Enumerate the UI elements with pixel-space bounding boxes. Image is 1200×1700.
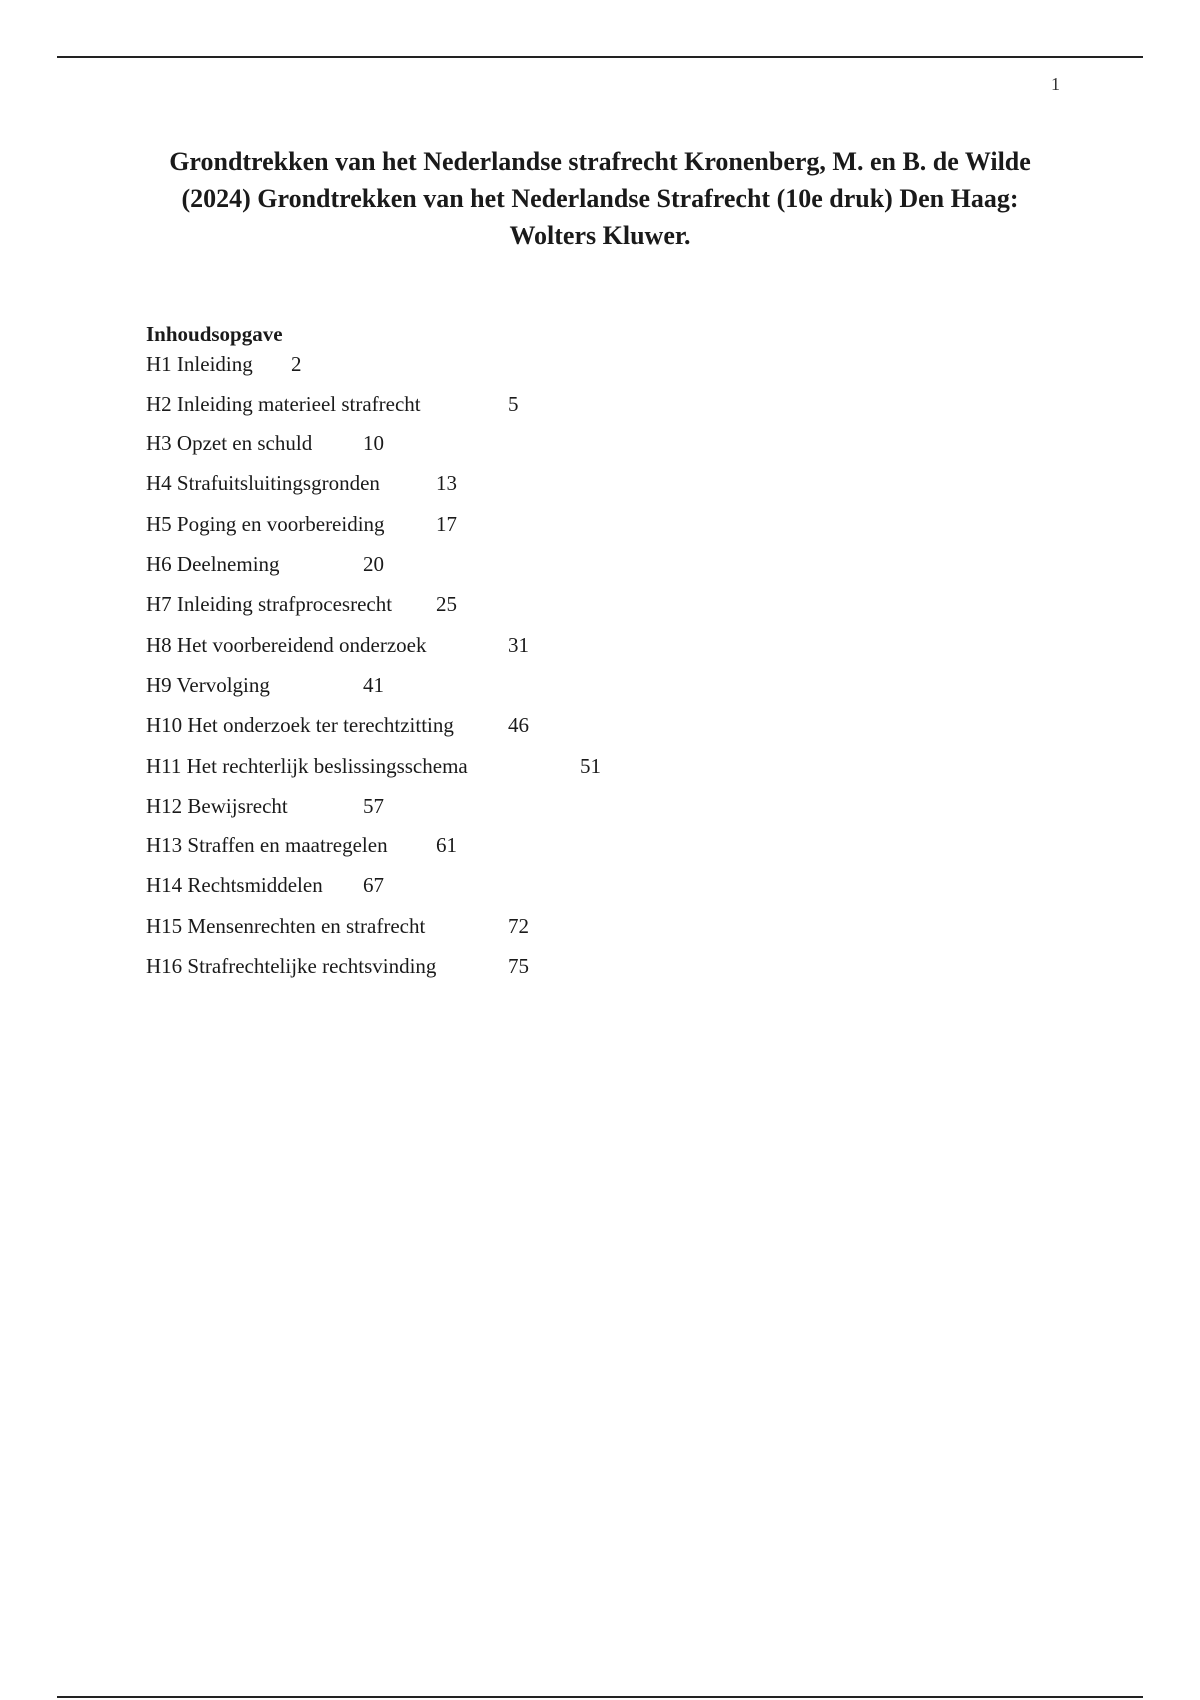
toc-item-title: H4 Strafuitsluitingsgronden	[146, 471, 380, 495]
toc-item-title: H13 Straffen en maatregelen	[146, 833, 388, 857]
toc-item-title: H2 Inleiding materieel strafrecht	[146, 392, 421, 416]
toc-item-page: 51	[580, 754, 601, 778]
toc-item-title: H10 Het onderzoek ter terechtzitting	[146, 713, 454, 737]
toc-item-page: 13	[436, 471, 457, 495]
page-number: 1	[1051, 74, 1060, 94]
toc-item-page: 17	[436, 512, 457, 536]
top-rule	[57, 56, 1143, 58]
toc-list	[146, 349, 846, 978]
toc-item-page: 46	[508, 713, 529, 737]
toc-item-page: 67	[363, 873, 384, 897]
toc-item-title: H9 Vervolging	[146, 673, 270, 697]
table-of-contents	[146, 319, 846, 978]
toc-heading: Inhoudsopgave	[146, 322, 283, 346]
toc-item-page: 41	[363, 673, 384, 697]
toc-item-title: H6 Deelneming	[146, 552, 280, 576]
toc-item-title: H15 Mensenrechten en strafrecht	[146, 914, 426, 938]
toc-item-page: 61	[436, 833, 457, 857]
toc-item-title: H11 Het rechterlijk beslissingsschema	[146, 754, 468, 778]
toc-item-page: 31	[508, 633, 529, 657]
toc-item-title: H14 Rechtsmiddelen	[146, 873, 323, 897]
toc-item-title: H16 Strafrechtelijke rechtsvinding	[146, 954, 437, 978]
toc-item-title: H3 Opzet en schuld	[146, 431, 313, 455]
toc-item-title: H12 Bewijsrecht	[146, 794, 288, 818]
toc-item-title: H7 Inleiding strafprocesrecht	[146, 592, 393, 616]
document-title: Grondtrekken van het Nederlandse strafrecht Kronenberg, M. en B. de Wilde (2024) Grondtrekken van het Nederlandse Strafrecht (10e druk) Den Haag: Wolters Kluwer.	[169, 147, 1031, 250]
toc-item-page: 25	[436, 592, 457, 616]
toc-item-title: H1 Inleiding	[146, 352, 253, 376]
bottom-rule	[57, 1696, 1143, 1698]
toc-item-page: 20	[363, 552, 384, 576]
toc-item-title: H8 Het voorbereidend onderzoek	[146, 633, 427, 657]
toc-item-title: H5 Poging en voorbereiding	[146, 512, 385, 536]
toc-item-page: 75	[508, 954, 529, 978]
toc-item-page: 57	[363, 794, 384, 818]
toc-item-page: 2	[291, 352, 302, 376]
toc-item-page: 5	[508, 392, 519, 416]
toc-item-page: 10	[363, 431, 384, 455]
toc-item-page: 72	[508, 914, 529, 938]
